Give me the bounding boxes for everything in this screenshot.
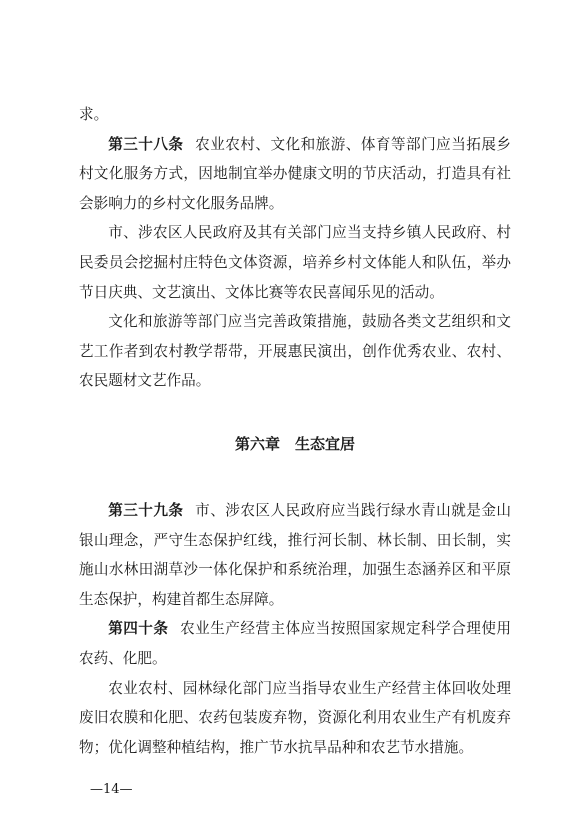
paragraph-text: 农业农村、文化和旅游、体育等部门应当拓展乡村文化服务方式，因地制宜举办健康文明的节庆活动，打造具有社会影响力的乡村文化服务品牌。 <box>79 135 511 212</box>
article-label: 第三十九条 <box>108 501 184 519</box>
paragraph-text: 农业农村、园林绿化部门应当指导农业生产经营主体回收处理废旧农膜和化肥、农药包装废弃物，资源化利用农业生产有机废弃物；优化调整种植结构，推广节水抗旱品种和农艺节水措施。 <box>79 679 511 756</box>
paragraph-text: 农业生产经营主体应当按照国家规定科学合理使用农药、化肥。 <box>79 620 511 667</box>
paragraph-continuation <box>79 100 511 130</box>
paragraph-text: 求。 <box>79 106 109 123</box>
paragraph-text: 市、涉农区人民政府及其有关部门应当支持乡镇人民政府、村民委员会挖掘村庄特色文体资源，培养乡村文体能人和队伍，举办节日庆典、文艺演出、文体比赛等农民喜闻乐见的活动。 <box>79 224 511 301</box>
page-number: —14— <box>90 782 133 797</box>
paragraph-text: 文化和旅游等部门应当完善政策措施，鼓励各类文艺组织和文艺工作者到农村教学帮带，开展惠民演出，创作优秀农业、农村、农民题材文艺作品。 <box>79 313 511 390</box>
paragraph <box>79 307 511 396</box>
article-40 <box>79 614 511 673</box>
document-body <box>79 100 511 762</box>
article-38 <box>79 130 511 219</box>
paragraph-text: 市、涉农区人民政府应当践行绿水青山就是金山银山理念，严守生态保护红线，推行河长制、林长制、田长制，实施山水林田湖草沙一体化保护和系统治理，加强生态涵养区和平原生态保护，构建首都生态屏障。 <box>79 501 511 608</box>
article-39 <box>79 496 511 614</box>
article-label: 第三十八条 <box>108 135 184 153</box>
article-label: 第四十条 <box>108 620 169 638</box>
paragraph <box>79 218 511 307</box>
chapter-number: 第六章 <box>234 434 280 453</box>
chapter-heading <box>79 430 511 458</box>
paragraph <box>79 674 511 763</box>
chapter-title: 生态宜居 <box>295 434 356 453</box>
